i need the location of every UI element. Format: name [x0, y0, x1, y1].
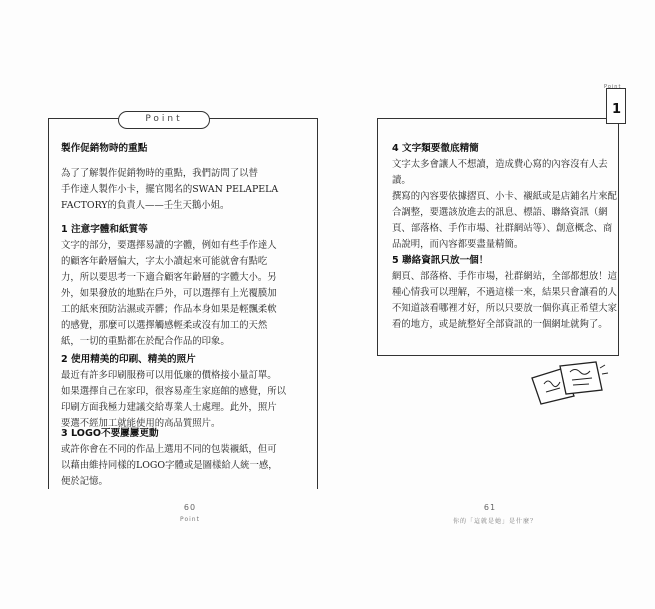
text-line: 的顧客年齡層偏大，字太小讀起來可能就會有點吃: [61, 256, 268, 267]
text-line: 看的地方，或是統整好全部資訊的一個網址就夠了。: [392, 319, 608, 330]
text-line: 頁、部落格、手作市場、社群網站等）、創意概念、商: [392, 223, 613, 234]
section-heading-2: 2 使用精美的印刷、精美的照片: [61, 354, 196, 365]
intro-paragraph: [61, 166, 278, 214]
text-line: 品說明，而內容都要盡量精簡。: [392, 239, 524, 250]
text-line: 要選不經加工就能使用的高品質照片。: [61, 418, 221, 429]
section-heading-1: 1 注意字體和紙質等: [61, 224, 148, 235]
page-number-left: 60: [183, 503, 197, 512]
section-heading-5: 5 聯絡資訊只放一個！: [392, 255, 489, 266]
text-line: 以藉由維持同樣的LOGO字體或是圖樣給人統一感，: [61, 460, 278, 471]
section-body-4: [392, 157, 617, 253]
text-line: 手作達人製作小卡，擺官聞名的SWAN PELAPELA: [61, 184, 279, 195]
chapter-chip-label: Point: [604, 84, 622, 90]
text-line: 最近有許多印刷服務可以用低廉的價格接小量訂單。: [61, 370, 277, 381]
point-label: Point: [118, 111, 210, 129]
section-body-3: [61, 442, 278, 490]
text-line: 便於記憶。: [61, 476, 108, 487]
text-line: 外，如果發放的地點在戶外，可以選擇有上光覆膜加: [61, 288, 277, 299]
section-body-1: [61, 238, 277, 350]
section-body-2: [61, 368, 286, 432]
section-heading-3: 3 LOGO不要屢屢更動: [61, 428, 159, 439]
footer-left: Point: [180, 516, 200, 523]
text-line: 如果選擇自己在家印，很容易產生家庭館的感覺，所以: [61, 386, 287, 397]
text-line: 為了了解製作促銷物時的重點，我們訪問了以替: [61, 168, 258, 179]
text-line: 紙，一切的重點都在於配合作品的印象。: [61, 336, 230, 347]
text-line: 文字太多會讓人不想讀，造成費心寫的內容沒有人去: [392, 159, 608, 170]
section-body-5: [392, 269, 617, 333]
text-line: 合調整，要選該放進去的訊息、標語、聯絡資訊（網: [392, 207, 608, 218]
text-line: 網頁、部落格、手作市場，社群網站，全部都想放！這: [392, 271, 618, 282]
text-line: 工的紙來預防沾濕或弄髒；作品本身如果是輕飄柔軟: [61, 304, 277, 315]
footer-right: 你的「這就是她」是什麼？: [452, 518, 537, 525]
text-line: FACTORY的負責人——壬生天鵝小姐。: [61, 200, 230, 211]
text-line: 撰寫的內容要依據摺頁、小卡、襯紙或是店鋪名片來配: [392, 191, 618, 202]
section-heading-4: 4 文字類要徹底精簡: [392, 143, 479, 154]
chapter-number: 1: [612, 102, 622, 117]
page-number-right: 61: [483, 503, 497, 512]
text-line: 或許你會在不同的作品上選用不同的包裝襯紙，但可: [61, 444, 277, 455]
text-line: 種心情我可以理解，不過這樣一來，結果只會讓看的人: [392, 287, 618, 298]
text-line: 不知道該看哪裡才好，所以只要放一個你真正希望大家: [392, 303, 618, 314]
text-line: 印刷方面我極力建議交給專業人士處理。此外，照片: [61, 402, 277, 413]
text-line: 力，所以要思考一下適合顧客年齡層的字體大小。另: [61, 272, 277, 283]
text-line: 文字的部分，要選擇易讀的字體，例如有些手作達人: [61, 240, 277, 251]
text-line: 讀。: [392, 175, 411, 186]
cards-illustration: [526, 356, 612, 406]
text-line: 的感覺，那麼可以選擇觸感輕柔或沒有加工的天然: [61, 320, 268, 331]
page-title: 製作促銷物時的重點: [61, 143, 148, 154]
